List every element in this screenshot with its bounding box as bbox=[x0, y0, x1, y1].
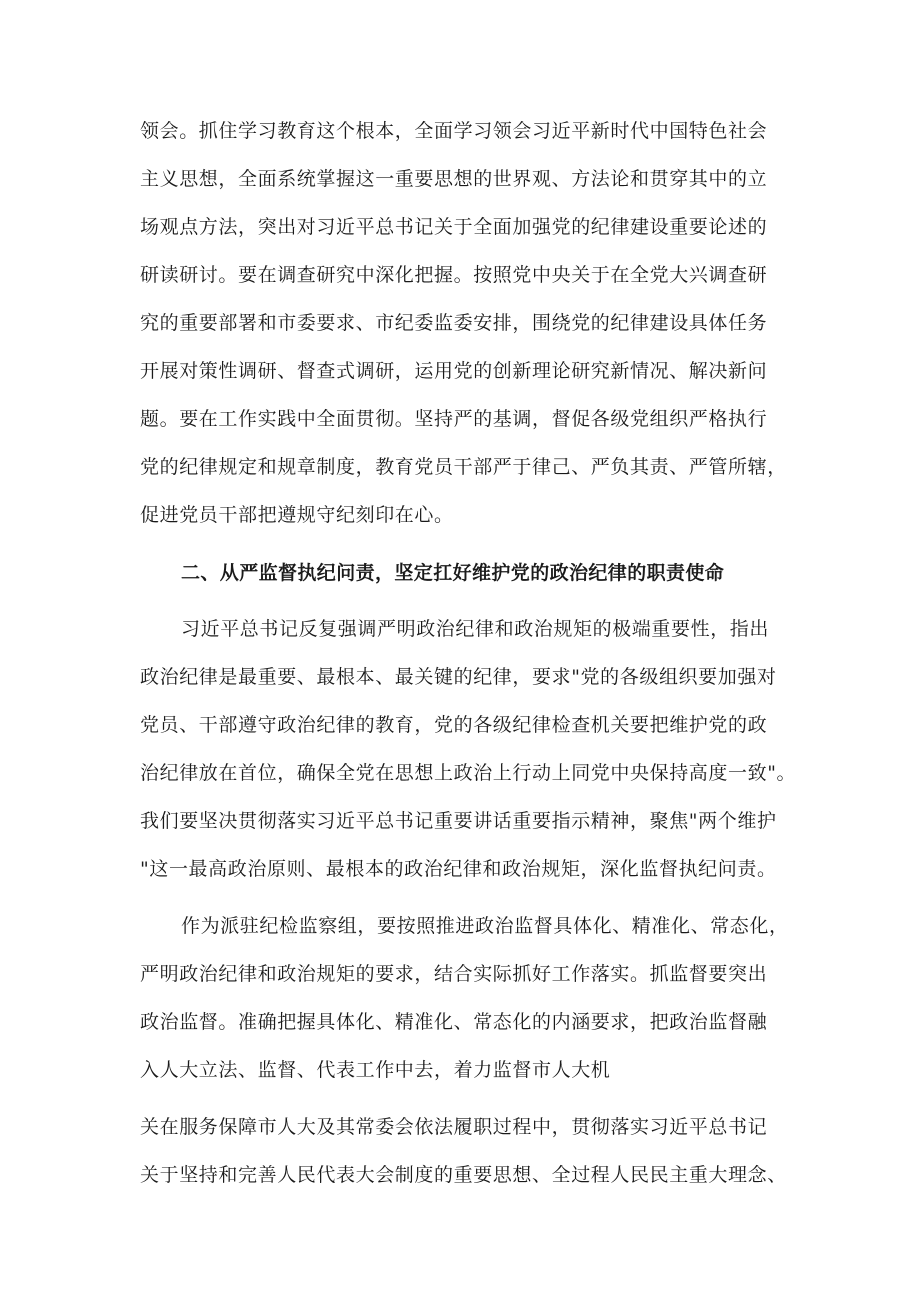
section-heading: 二、从严监督执纪问责，坚定扛好维护党的政治纪律的职责使命 bbox=[181, 562, 725, 584]
text-line: 领会。抓住学习教育这个根本，全面学习领会习近平新时代中国特色社会 bbox=[140, 120, 768, 142]
text-line: 开展对策性调研、督查式调研，运用党的创新理论研究新情况、解决新问 bbox=[140, 360, 768, 382]
text-line: 严明政治纪律和政治规矩的要求，结合实际抓好工作落实。抓监督要突出 bbox=[140, 963, 768, 985]
text-line: 研读研讨。要在调查研究中深化把握。按照党中央关于在全党大兴调查研 bbox=[140, 264, 768, 286]
text-line: 习近平总书记反复强调严明政治纪律和政治规矩的极端重要性，指出 bbox=[181, 618, 770, 640]
text-line: 作为派驻纪检监察组，要按照推进政治监督具体化、精准化、常态化， bbox=[181, 915, 789, 937]
text-line: 关于坚持和完善人民代表大会制度的重要思想、全过程人民民主重大理念、 bbox=[140, 1164, 787, 1186]
text-line: 党员、干部遵守政治纪律的教育，党的各级纪律检查机关要把维护党的政 bbox=[140, 714, 768, 736]
text-line: 关在服务保障市人大及其常委会依法履职过程中，贯彻落实习近平总书记 bbox=[140, 1116, 768, 1138]
text-line: 促进党员干部把遵规守纪刻印在心。 bbox=[140, 504, 454, 526]
text-line: "这一最高政治原则、最根本的政治纪律和政治规矩，深化监督执纪问责。 bbox=[140, 858, 777, 880]
text-line: 究的重要部署和市委要求、市纪委监委安排，围绕党的纪律建设具体任务 bbox=[140, 312, 768, 334]
text-line: 治纪律放在首位，确保全党在思想上政治上行动上同党中央保持高度一致"。 bbox=[140, 762, 797, 784]
text-line: 主义思想，全面系统掌握这一重要思想的世界观、方法论和贯穿其中的立 bbox=[140, 168, 768, 190]
text-line: 我们要坚决贯彻落实习近平总书记重要讲话重要指示精神，聚焦"两个维护 bbox=[140, 810, 777, 832]
text-line: 政治纪律是最重要、最根本、最关键的纪律，要求"党的各级组织要加强对 bbox=[140, 666, 777, 688]
text-line: 题。要在工作实践中全面贯彻。坚持严的基调，督促各级党组织严格执行 bbox=[140, 408, 768, 430]
text-line: 党的纪律规定和规章制度，教育党员干部严于律己、严负其责、严管所辖， bbox=[140, 456, 787, 478]
text-line: 场观点方法，突出对习近平总书记关于全面加强党的纪律建设重要论述的 bbox=[140, 216, 768, 238]
text-line: 入人大立法、监督、代表工作中去，着力监督市人大机 bbox=[140, 1059, 611, 1081]
text-line: 政治监督。准确把握具体化、精准化、常态化的内涵要求，把政治监督融 bbox=[140, 1011, 768, 1033]
